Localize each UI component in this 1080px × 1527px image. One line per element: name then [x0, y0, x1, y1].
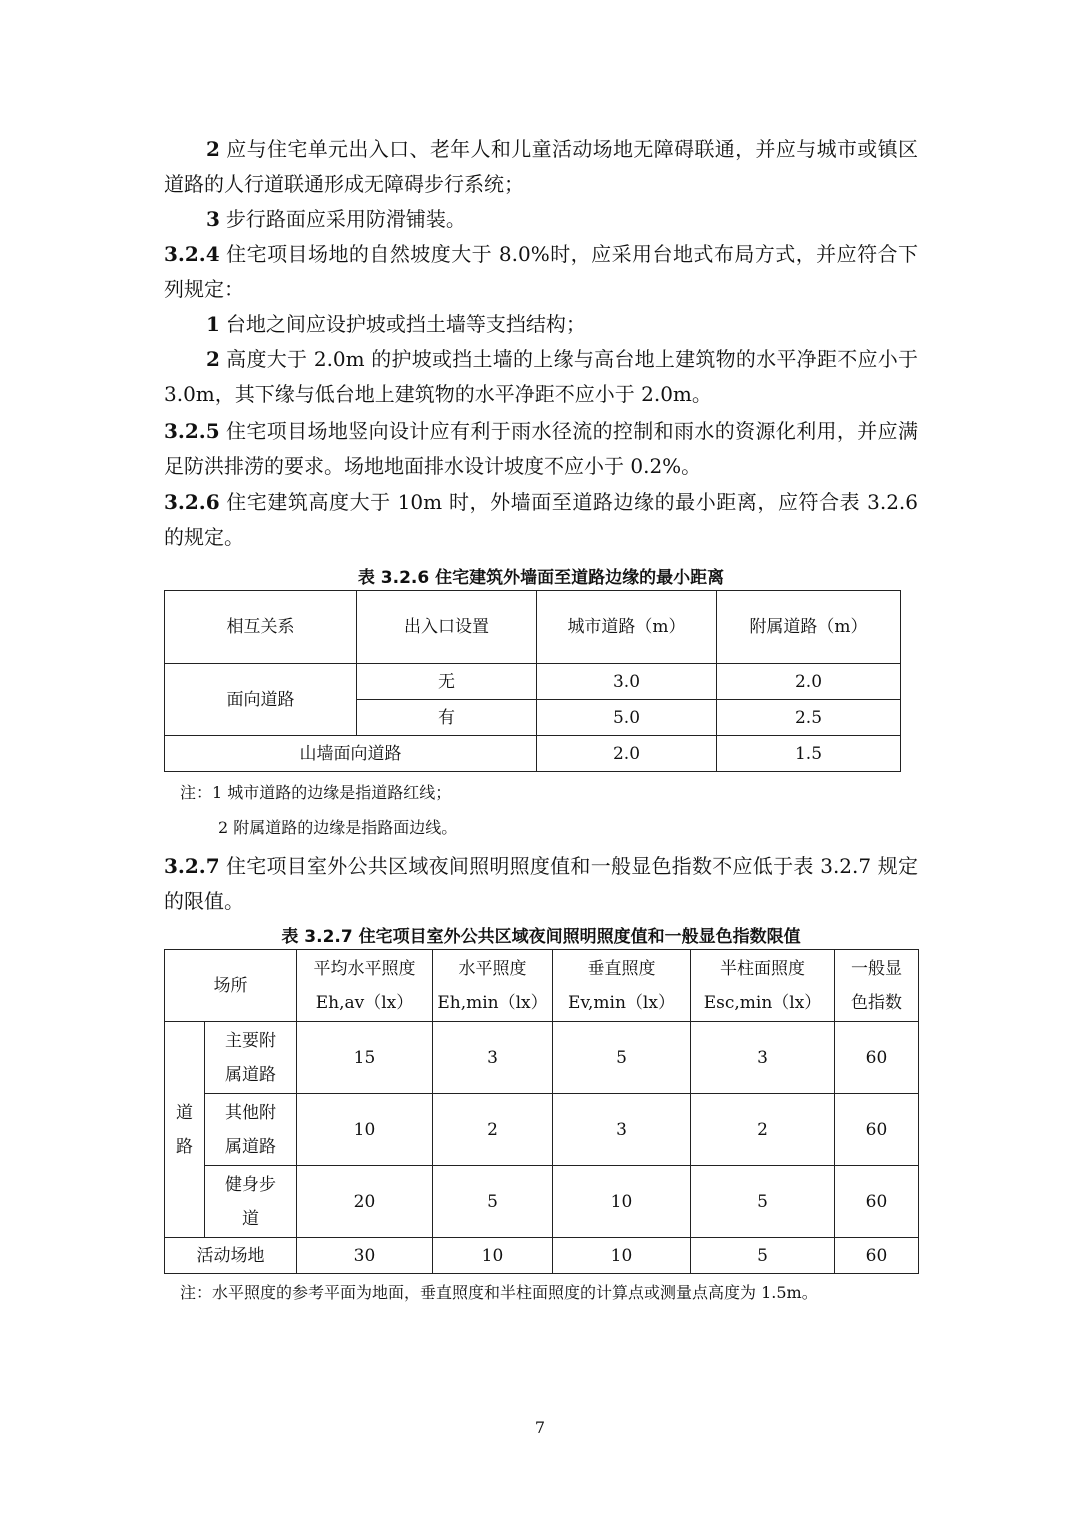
table-row [165, 1022, 919, 1094]
cell-attached: 1.5 [717, 736, 901, 772]
header-line: Eh,av（lx） [315, 992, 414, 1013]
road-label-line: 道 [176, 1102, 193, 1123]
cell-attached: 2.5 [717, 700, 901, 736]
cell-vmin: 3 [553, 1094, 691, 1166]
table-3-2-7-caption: 表 3.2.7 住宅项目室外公共区域夜间照明照度值和一般显色指数限值 [281, 927, 801, 947]
table-3-2-6-note-1: 注：1 城市道路的边缘是指道路红线； [180, 783, 452, 802]
header-line: 半柱面照度 [720, 958, 805, 979]
header-entry: 出入口设置 [357, 591, 537, 664]
cell-location [205, 1094, 297, 1166]
header-location: 场所 [165, 950, 297, 1022]
clause-number: 3.2.5 [164, 419, 220, 443]
group-facing-road: 面向道路 [165, 664, 357, 736]
item-number: 2 [206, 347, 220, 371]
table-row [165, 1238, 919, 1274]
cell-avg: 30 [297, 1238, 433, 1274]
header-min-vertical [553, 950, 691, 1022]
cell-vmin: 5 [553, 1022, 691, 1094]
clause-text: 住宅项目场地竖向设计应有利于雨水径流的控制和雨水的资源化利用，并应满足防洪排涝的要求。场地地面排水设计坡度不应小于 0.2%。 [164, 419, 918, 478]
item-number: 1 [206, 312, 220, 336]
cell-avg: 20 [297, 1166, 433, 1238]
cell-location: 活动场地 [165, 1238, 297, 1274]
cell-ra: 60 [835, 1238, 919, 1274]
header-line: 平均水平照度 [313, 958, 416, 979]
table-row [165, 1094, 919, 1166]
clause-3-2-7 [164, 849, 918, 919]
header-line: 一般显 [851, 958, 902, 979]
clause-3-2-4 [164, 237, 918, 307]
item-number: 3 [206, 207, 220, 231]
cell-entry: 无 [357, 664, 537, 700]
cell-gable-label: 山墙面向道路 [165, 736, 537, 772]
location-line: 健身步 [225, 1174, 276, 1195]
cell-hmin: 3 [433, 1022, 553, 1094]
table-header-row [165, 950, 919, 1022]
clause-number: 3.2.6 [164, 490, 220, 514]
table-3-2-7 [164, 949, 919, 1274]
cell-city: 5.0 [537, 700, 717, 736]
cell-scmin: 5 [691, 1166, 835, 1238]
table-header-row [165, 591, 901, 664]
paragraph-item-2-accessible [164, 132, 918, 202]
cell-location [205, 1022, 297, 1094]
cell-entry: 有 [357, 700, 537, 736]
cell-scmin: 3 [691, 1022, 835, 1094]
header-relation: 相互关系 [165, 591, 357, 664]
clause-text: 住宅建筑高度大于 10m 时，外墙面至道路边缘的最小距离，应符合表 3.2.6 的规定。 [164, 490, 918, 549]
location-line: 属道路 [225, 1136, 276, 1157]
table-row [165, 1166, 919, 1238]
cell-vmin: 10 [553, 1238, 691, 1274]
cell-ra: 60 [835, 1094, 919, 1166]
cell-scmin: 2 [691, 1094, 835, 1166]
header-line: Esc,min（lx） [703, 992, 822, 1013]
location-line: 属道路 [225, 1064, 276, 1085]
cell-ra: 60 [835, 1166, 919, 1238]
table-3-2-6-note-2: 2 附属道路的边缘是指路面边线。 [218, 818, 458, 837]
cell-avg: 10 [297, 1094, 433, 1166]
header-line: 色指数 [851, 992, 902, 1013]
cell-scmin: 5 [691, 1238, 835, 1274]
item-number: 2 [206, 137, 220, 161]
cell-hmin: 5 [433, 1166, 553, 1238]
cell-avg: 15 [297, 1022, 433, 1094]
paragraph-text: 高度大于 2.0m 的护坡或挡土墙的上缘与高台地上建筑物的水平净距不应小于 3.0m，其下缘与低台地上建筑物的水平净距不应小于 2.0m。 [164, 347, 918, 406]
paragraph-item-1-terrace [164, 307, 918, 342]
group-road [165, 1022, 205, 1238]
cell-city: 3.0 [537, 664, 717, 700]
cell-location [205, 1166, 297, 1238]
header-attached-road: 附属道路（m） [717, 591, 901, 664]
cell-vmin: 10 [553, 1166, 691, 1238]
paragraph-text: 步行路面应采用防滑铺装。 [225, 207, 466, 231]
header-line: Ev,min（lx） [568, 992, 675, 1013]
cell-hmin: 10 [433, 1238, 553, 1274]
clause-text: 住宅项目室外公共区域夜间照明照度值和一般显色指数不应低于表 3.2.7 规定的限值。 [164, 854, 918, 913]
location-line: 道 [242, 1208, 259, 1229]
clause-3-2-6 [164, 485, 918, 555]
paragraph-text: 台地之间应设护坡或挡土墙等支挡结构； [225, 312, 586, 336]
paragraph-item-3-antislip [164, 202, 918, 237]
header-semicylindrical [691, 950, 835, 1022]
table-row [165, 736, 901, 772]
clause-3-2-5 [164, 414, 918, 484]
paragraph-text: 应与住宅单元出入口、老年人和儿童活动场地无障碍联通，并应与城市或镇区道路的人行道联通形成无障碍步行系统； [164, 137, 918, 196]
header-line: 垂直照度 [587, 958, 656, 979]
header-city-road: 城市道路（m） [537, 591, 717, 664]
header-line: Eh,min（lx） [437, 992, 548, 1013]
table-3-2-6 [164, 590, 901, 772]
header-avg-horizontal [297, 950, 433, 1022]
clause-number: 3.2.4 [164, 242, 220, 266]
clause-number: 3.2.7 [164, 854, 220, 878]
cell-hmin: 2 [433, 1094, 553, 1166]
cell-city: 2.0 [537, 736, 717, 772]
road-label-line: 路 [176, 1136, 193, 1157]
table-3-2-7-note: 注：水平照度的参考平面为地面，垂直照度和半柱面照度的计算点或测量点高度为 1.5m。 [180, 1283, 818, 1302]
paragraph-item-2-slope [164, 342, 918, 412]
location-line: 其他附 [225, 1102, 276, 1123]
header-color-index [835, 950, 919, 1022]
location-line: 主要附 [225, 1030, 276, 1051]
cell-attached: 2.0 [717, 664, 901, 700]
header-line: 水平照度 [458, 958, 527, 979]
header-min-horizontal [433, 950, 553, 1022]
clause-text: 住宅项目场地的自然坡度大于 8.0%时，应采用台地式布局方式，并应符合下列规定： [164, 242, 918, 301]
cell-ra: 60 [835, 1022, 919, 1094]
table-row [165, 664, 901, 700]
page-number: 7 [534, 1418, 546, 1437]
table-3-2-6-caption: 表 3.2.6 住宅建筑外墙面至道路边缘的最小距离 [357, 568, 725, 588]
